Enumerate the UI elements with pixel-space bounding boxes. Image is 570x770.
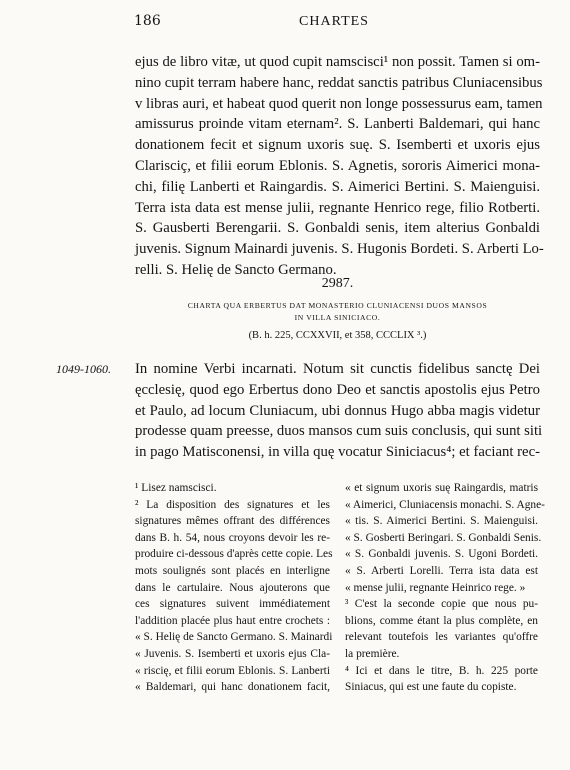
footnote-line: la première. [345,647,400,660]
text-line: in pago Matisconensi, in villa quę vocatur Siniciacus⁴; et faciant rec- [135,444,540,461]
footnote-line: l'addition placée plus haut entre crochets : [135,614,330,627]
text-line: prodesse quam preesse, duos mansos cum suis conclusis, qui sunt siti [135,423,543,440]
text-line: v libras auri, et habeat quod querit non longe possessurus eam, tamen [135,95,543,112]
footnote-line: « S. Helię de Sancto Germano. S. Mainardi [135,631,333,644]
footnote-line: produire ci-dessous d'après cette copie. Les [135,548,333,561]
footnote-line: ¹ Lisez namscisci. [135,482,217,494]
charter-source: (B. h. 225, CCXXVII, et 358, CCCLIX ³.) [248,330,427,341]
footnote-line: dans B. h. 54, nous croyons devoir les re- [135,531,330,544]
text-line: ęcclesię, quod ego Erbertus dono Deo et sanctis apostolis ejus Petro [135,381,540,398]
footnote-line: signatures mêmes offrant des différences [135,515,330,528]
footnote-line: « et signum uxoris suę Raingardis, matris [345,482,538,494]
footnote-line: « riscię, et filii eorum Eblonis. S. Lanberti [135,664,330,677]
footnote-line: relevant toutefois les variantes qu'offre [345,631,538,644]
footnote-line: « Baldemari, qui hanc donationem facit, [135,681,330,694]
footnote-line: dans le cartulaire. Nous ajouterons que [135,581,330,594]
charter-title-line: CHARTA QUA ERBERTUS DAT MONASTERIO CLUNIACENSI DUOS MANSOS [187,301,488,310]
footnote-line: ⁴ Ici et dans le titre, B. h. 225 porte [345,664,538,677]
footnote-line: « S. Gonbaldi juvenis. S. Ugoni Bordeti. [345,548,538,561]
text-line: nino cupit terram habere hanc, reddat sanctis patribus Cluniacensibus [135,74,543,91]
footnote-line: mots soulignés sont placés en interligne [135,564,330,577]
footnote-line: ² La disposition des signatures et les [135,498,330,511]
text-line: et Paulo, ad locum Cluniacum, ubi donnus Hugo abba magis videtur [135,402,540,419]
text-line: donationem fecit et signum uxoris suę. S. Isemberti et uxoris ejus [135,137,540,154]
text-line: Clarisciç, et filii eorum Eblonis. S. Agnetis, sororis Aimerici mona- [135,157,540,174]
page-number: 186 [134,13,161,29]
continued-charter-text [135,52,544,281]
footnotes-left-column [135,480,333,696]
footnote-line: « mense julii, regnante Heinrico rege. » [345,581,526,594]
running-title: CHARTES [299,14,369,29]
page-header [134,13,534,35]
text-line: ejus de libro vitæ, ut quod cupit namscisci¹ non possit. Tamen si om- [135,54,540,70]
footnote-line: ces signatures suivent immédiatement [135,598,330,611]
charter-title [150,300,525,324]
footnote-line: ³ C'est la seconde copie que nous pu- [345,598,538,611]
charter-title-line: IN VILLA SINICIACO. [294,313,381,322]
footnote-line: « Aimerici, Cluniacensis monachi. S. Agne- [345,498,545,511]
charter-number: 2987. [321,276,354,291]
footnote-line: Siniacus, qui est une faute du copiste. [345,681,517,694]
text-line: juvenis. Signum Mainardi juvenis. S. Hugonis Bordeti. S. Arberti Lo- [135,241,544,258]
footnote-line: « tis. S. Aimerici Bertini. S. Maienguisi. [345,515,538,528]
text-line: chi, filię Lanberti et Raingardis. S. Aimerici Bertini. S. Maienguisi. [135,178,540,195]
footnote-line: blions, comme étant la plus complète, en [345,614,538,627]
charter-text [135,359,543,463]
margin-date: 1049-1060. [56,362,111,376]
text-line: Terra ista data est mense julii, regnante Henrico rege, filio Rotberti. [135,199,540,216]
footnotes-right-column [345,480,545,696]
text-line: amissurus proinde vitam eternam². S. Lanberti Baldemari, qui hanc [135,116,540,133]
footnote-line: « Juvenis. S. Isemberti et uxoris ejus Cla- [135,647,330,660]
text-line: relli. S. Helię de Sancto Germano. [135,261,337,278]
footnote-line: « S. Arberti Lorelli. Terra ista data est [345,564,538,577]
text-line: S. Gausberti Berengarii. S. Gonbaldi senis, item alterius Gonbaldi [135,220,540,237]
text-line: In nomine Verbi incarnati. Notum sit cunctis fidelibus sanctę Dei [135,361,540,377]
footnote-line: « S. Gosberti Beringari. S. Gonbaldi Senis. [345,531,542,544]
